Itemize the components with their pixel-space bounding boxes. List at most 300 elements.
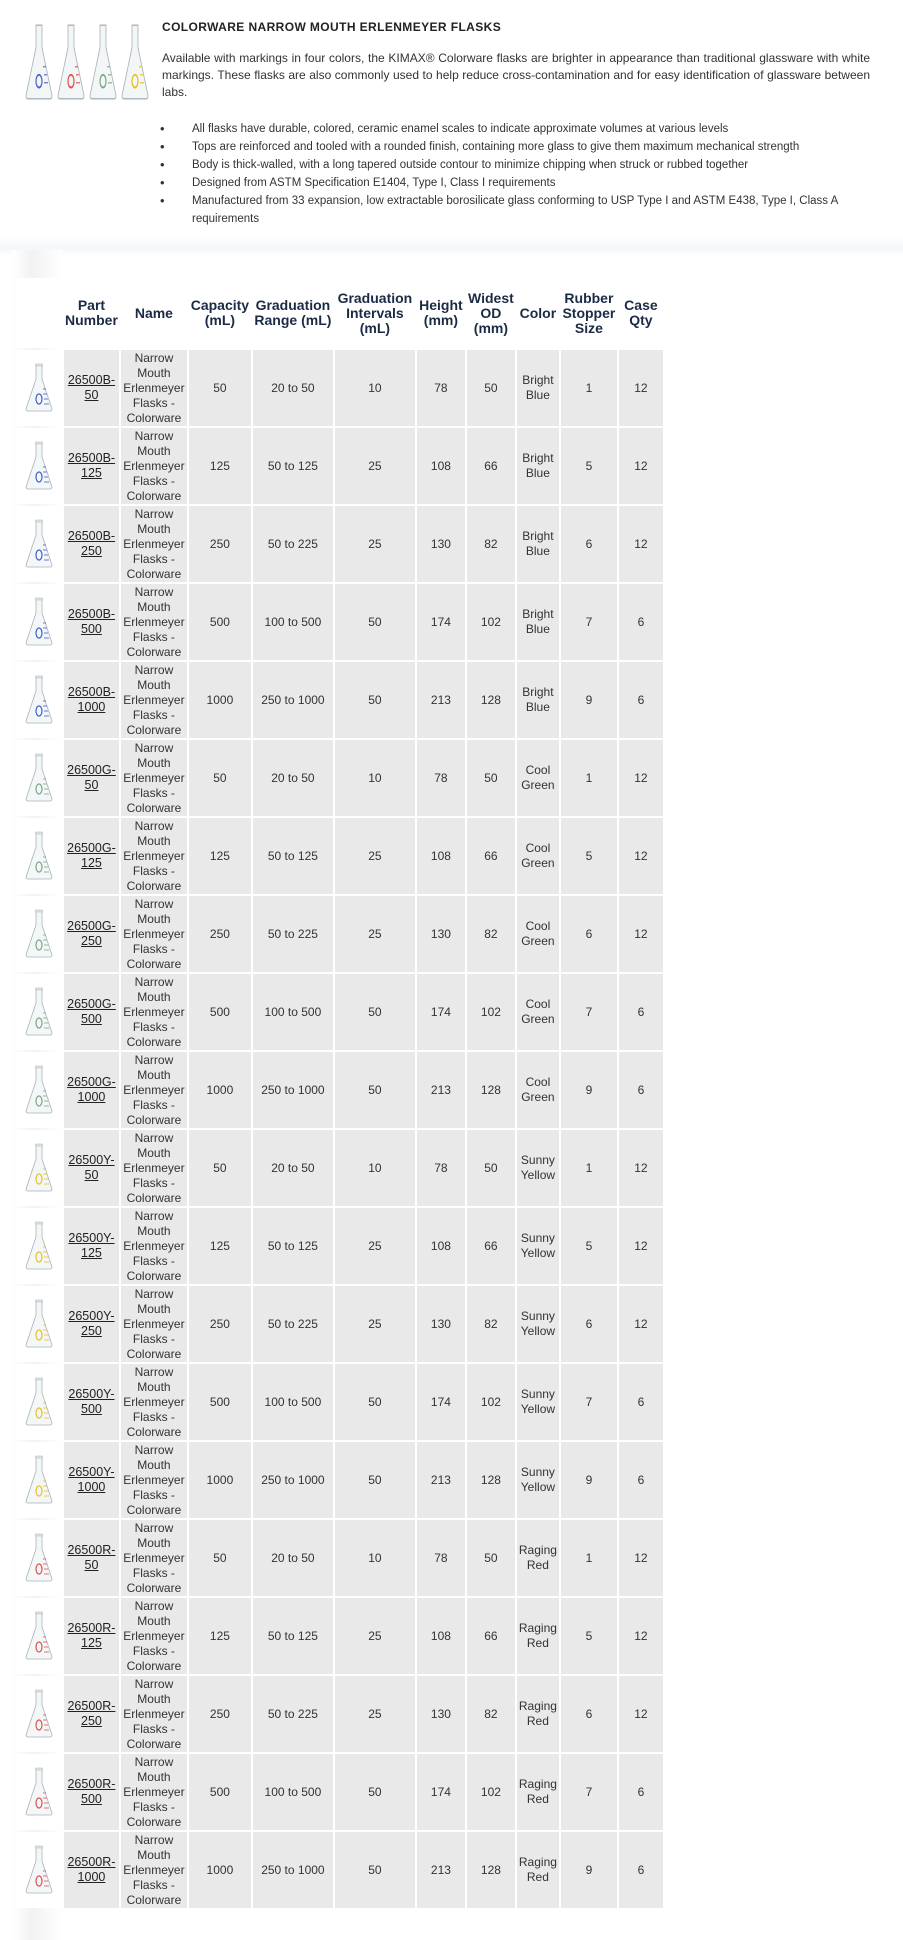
product-thumbnail-cell xyxy=(16,1130,62,1206)
header-part-number: Part Number xyxy=(64,278,119,348)
product-thumbnail-cell xyxy=(16,1208,62,1284)
product-header xyxy=(0,0,903,240)
stopper-size-cell: 9 xyxy=(561,662,617,738)
part-number-link[interactable]: 26500B-1000 xyxy=(67,685,116,714)
capacity-cell: 500 xyxy=(189,974,251,1050)
table-body xyxy=(16,350,663,1908)
color-cell: Cool Green xyxy=(517,974,559,1050)
graduation-range-cell: 50 to 125 xyxy=(253,818,333,894)
table-row xyxy=(16,740,663,816)
capacity-cell: 250 xyxy=(189,1286,251,1362)
graduation-interval-cell: 25 xyxy=(335,896,415,972)
widest-od-cell: 128 xyxy=(467,1442,515,1518)
height-cell: 108 xyxy=(417,1598,465,1674)
capacity-cell: 250 xyxy=(189,1676,251,1752)
case-qty-cell: 12 xyxy=(619,350,663,426)
part-number-link[interactable]: 26500R-125 xyxy=(67,1621,116,1650)
widest-od-cell: 82 xyxy=(467,506,515,582)
stopper-size-cell: 1 xyxy=(561,1130,617,1206)
graduation-interval-cell: 10 xyxy=(335,350,415,426)
product-name: Narrow Mouth Erlenmeyer Flasks - Colorware xyxy=(121,1754,187,1830)
widest-od-cell: 102 xyxy=(467,974,515,1050)
height-cell: 78 xyxy=(417,1520,465,1596)
product-thumbnail-cell xyxy=(16,1676,62,1752)
table-row xyxy=(16,1052,663,1128)
flask-thumbnail xyxy=(24,1375,54,1429)
table-row xyxy=(16,1754,663,1830)
widest-od-cell: 50 xyxy=(467,1520,515,1596)
color-cell: Raging Red xyxy=(517,1598,559,1674)
part-number-cell xyxy=(64,1442,119,1518)
flask-thumbnail xyxy=(24,1063,54,1117)
product-name: Narrow Mouth Erlenmeyer Flasks - Colorware xyxy=(121,1208,187,1284)
part-number-link[interactable]: 26500Y-250 xyxy=(68,1309,115,1338)
case-qty-cell: 12 xyxy=(619,1286,663,1362)
part-number-cell xyxy=(64,1208,119,1284)
graduation-interval-cell: 25 xyxy=(335,1286,415,1362)
part-number-link[interactable]: 26500B-125 xyxy=(67,451,116,480)
graduation-range-cell: 20 to 50 xyxy=(253,740,333,816)
product-thumbnail-cell xyxy=(16,1598,62,1674)
height-cell: 130 xyxy=(417,506,465,582)
part-number-link[interactable]: 26500G-50 xyxy=(67,763,116,792)
case-qty-cell: 12 xyxy=(619,896,663,972)
color-cell: Bright Blue xyxy=(517,662,559,738)
part-number-cell xyxy=(64,1676,119,1752)
capacity-cell: 50 xyxy=(189,350,251,426)
product-thumbnail-cell xyxy=(16,350,62,426)
table-row xyxy=(16,584,663,660)
case-qty-cell: 12 xyxy=(619,1598,663,1674)
product-thumbnail-cell xyxy=(16,818,62,894)
part-number-link[interactable]: 26500R-1000 xyxy=(67,1855,116,1884)
graduation-interval-cell: 25 xyxy=(335,1208,415,1284)
product-name: Narrow Mouth Erlenmeyer Flasks - Colorware xyxy=(121,1130,187,1206)
capacity-cell: 1000 xyxy=(189,1442,251,1518)
flask-thumbnail xyxy=(24,907,54,961)
table-row xyxy=(16,350,663,426)
part-number-cell xyxy=(64,1754,119,1830)
graduation-interval-cell: 25 xyxy=(335,1598,415,1674)
color-cell: Sunny Yellow xyxy=(517,1442,559,1518)
height-cell: 174 xyxy=(417,584,465,660)
height-cell: 174 xyxy=(417,1754,465,1830)
product-name: Narrow Mouth Erlenmeyer Flasks - Colorware xyxy=(121,1364,187,1440)
height-cell: 78 xyxy=(417,1130,465,1206)
part-number-cell xyxy=(64,662,119,738)
table-row xyxy=(16,818,663,894)
product-description: Available with markings in four colors, the KIMAX® Colorware flasks are brighter in appearance than traditional glassware with white markings. These flasks are also commonly used to help reduce cross-contamination and for easy identification of glassware between labs. xyxy=(162,51,870,99)
height-cell: 213 xyxy=(417,1832,465,1908)
product-name: Narrow Mouth Erlenmeyer Flasks - Colorware xyxy=(121,896,187,972)
part-number-link[interactable]: 26500B-50 xyxy=(67,373,116,402)
height-cell: 78 xyxy=(417,740,465,816)
header-graduation-intervals: Graduation Intervals (mL) xyxy=(335,278,415,348)
product-thumbnail-cell xyxy=(16,974,62,1050)
stopper-size-cell: 5 xyxy=(561,1208,617,1284)
stopper-size-cell: 6 xyxy=(561,1286,617,1362)
graduation-interval-cell: 50 xyxy=(335,974,415,1050)
color-cell: Sunny Yellow xyxy=(517,1130,559,1206)
widest-od-cell: 82 xyxy=(467,1286,515,1362)
product-name: Narrow Mouth Erlenmeyer Flasks - Colorware xyxy=(121,740,187,816)
case-qty-cell: 6 xyxy=(619,1832,663,1908)
case-qty-cell: 12 xyxy=(619,1520,663,1596)
case-qty-cell: 12 xyxy=(619,818,663,894)
header-height: Height (mm) xyxy=(417,278,465,348)
page-title: COLORWARE NARROW MOUTH ERLENMEYER FLASKS xyxy=(162,20,502,34)
height-cell: 174 xyxy=(417,974,465,1050)
product-name: Narrow Mouth Erlenmeyer Flasks - Colorware xyxy=(121,974,187,1050)
hero-flask xyxy=(58,25,84,99)
part-number-link[interactable]: 26500Y-125 xyxy=(68,1231,115,1260)
header-case-qty: Case Qty xyxy=(619,278,663,348)
hero-flask xyxy=(122,25,148,99)
flask-thumbnail xyxy=(24,517,54,571)
capacity-cell: 1000 xyxy=(189,1052,251,1128)
part-number-link[interactable]: 26500Y-1000 xyxy=(68,1465,115,1494)
graduation-range-cell: 50 to 125 xyxy=(253,1598,333,1674)
widest-od-cell: 102 xyxy=(467,584,515,660)
height-cell: 108 xyxy=(417,1208,465,1284)
table-row xyxy=(16,662,663,738)
widest-od-cell: 128 xyxy=(467,662,515,738)
graduation-interval-cell: 50 xyxy=(335,1832,415,1908)
case-qty-cell: 6 xyxy=(619,1364,663,1440)
part-number-cell xyxy=(64,428,119,504)
product-name: Narrow Mouth Erlenmeyer Flasks - Colorware xyxy=(121,1832,187,1908)
widest-od-cell: 66 xyxy=(467,1208,515,1284)
table-row xyxy=(16,1598,663,1674)
flask-thumbnail xyxy=(24,673,54,727)
graduation-range-cell: 50 to 225 xyxy=(253,1676,333,1752)
color-cell: Cool Green xyxy=(517,1052,559,1128)
product-name: Narrow Mouth Erlenmeyer Flasks - Colorware xyxy=(121,818,187,894)
widest-od-cell: 128 xyxy=(467,1832,515,1908)
widest-od-cell: 102 xyxy=(467,1754,515,1830)
widest-od-cell: 66 xyxy=(467,1598,515,1674)
part-number-cell xyxy=(64,350,119,426)
capacity-cell: 500 xyxy=(189,1364,251,1440)
case-qty-cell: 6 xyxy=(619,662,663,738)
graduation-range-cell: 250 to 1000 xyxy=(253,1442,333,1518)
height-cell: 78 xyxy=(417,350,465,426)
flask-group-image xyxy=(22,22,152,104)
graduation-range-cell: 50 to 225 xyxy=(253,506,333,582)
height-cell: 174 xyxy=(417,1364,465,1440)
stopper-size-cell: 1 xyxy=(561,350,617,426)
stopper-size-cell: 7 xyxy=(561,1364,617,1440)
capacity-cell: 250 xyxy=(189,506,251,582)
stopper-size-cell: 7 xyxy=(561,1754,617,1830)
section-divider xyxy=(0,236,903,256)
flask-thumbnail xyxy=(24,985,54,1039)
part-number-link[interactable]: 26500G-500 xyxy=(67,997,116,1026)
table-row xyxy=(16,428,663,504)
case-qty-cell: 12 xyxy=(619,506,663,582)
product-name: Narrow Mouth Erlenmeyer Flasks - Colorware xyxy=(121,506,187,582)
table-row xyxy=(16,896,663,972)
stopper-size-cell: 9 xyxy=(561,1442,617,1518)
flask-thumbnail xyxy=(24,1531,54,1585)
color-cell: Cool Green xyxy=(517,818,559,894)
part-number-link[interactable]: 26500B-250 xyxy=(67,529,116,558)
part-number-link[interactable]: 26500R-250 xyxy=(67,1699,116,1728)
case-qty-cell: 12 xyxy=(619,1676,663,1752)
header-image xyxy=(16,278,62,348)
widest-od-cell: 102 xyxy=(467,1364,515,1440)
capacity-cell: 500 xyxy=(189,584,251,660)
color-cell: Raging Red xyxy=(517,1676,559,1752)
product-thumbnail-cell xyxy=(16,1754,62,1830)
product-thumbnail-cell xyxy=(16,428,62,504)
color-cell: Raging Red xyxy=(517,1832,559,1908)
stopper-size-cell: 6 xyxy=(561,506,617,582)
feature-list xyxy=(160,120,872,228)
feature-item: • Tops are reinforced and tooled with a rounded finish, containing more glass to give them maximum mechanical strength xyxy=(160,138,872,156)
case-qty-cell: 6 xyxy=(619,1442,663,1518)
flask-thumbnail xyxy=(24,439,54,493)
graduation-interval-cell: 10 xyxy=(335,1520,415,1596)
stopper-size-cell: 9 xyxy=(561,1832,617,1908)
stopper-size-cell: 6 xyxy=(561,1676,617,1752)
graduation-interval-cell: 25 xyxy=(335,506,415,582)
stopper-size-cell: 1 xyxy=(561,1520,617,1596)
case-qty-cell: 12 xyxy=(619,428,663,504)
widest-od-cell: 50 xyxy=(467,1130,515,1206)
header-widest-od: Widest OD (mm) xyxy=(467,278,515,348)
graduation-range-cell: 100 to 500 xyxy=(253,974,333,1050)
product-thumbnail-cell xyxy=(16,1832,62,1908)
product-name: Narrow Mouth Erlenmeyer Flasks - Colorware xyxy=(121,584,187,660)
graduation-range-cell: 20 to 50 xyxy=(253,1520,333,1596)
flask-thumbnail xyxy=(24,1219,54,1273)
graduation-interval-cell: 10 xyxy=(335,740,415,816)
height-cell: 108 xyxy=(417,818,465,894)
flask-thumbnail xyxy=(24,361,54,415)
case-qty-cell: 6 xyxy=(619,1754,663,1830)
graduation-interval-cell: 50 xyxy=(335,1754,415,1830)
graduation-range-cell: 250 to 1000 xyxy=(253,1052,333,1128)
product-thumbnail-cell xyxy=(16,1052,62,1128)
product-name: Narrow Mouth Erlenmeyer Flasks - Colorware xyxy=(121,350,187,426)
header-stopper-size: Rubber Stopper Size xyxy=(561,278,617,348)
flask-thumbnail xyxy=(24,1609,54,1663)
feature-item: • Body is thick-walled, with a long tapered outside contour to minimize chipping when struck or rubbed together xyxy=(160,156,872,174)
graduation-interval-cell: 25 xyxy=(335,1676,415,1752)
flask-thumbnail xyxy=(24,1687,54,1741)
stopper-size-cell: 9 xyxy=(561,1052,617,1128)
stopper-size-cell: 7 xyxy=(561,974,617,1050)
part-number-cell xyxy=(64,1052,119,1128)
part-number-cell xyxy=(64,1364,119,1440)
height-cell: 213 xyxy=(417,1052,465,1128)
graduation-interval-cell: 50 xyxy=(335,662,415,738)
flask-thumbnail xyxy=(24,829,54,883)
flask-thumbnail xyxy=(24,595,54,649)
header-capacity: Capacity (mL) xyxy=(189,278,251,348)
capacity-cell: 125 xyxy=(189,1208,251,1284)
height-cell: 213 xyxy=(417,662,465,738)
part-number-link[interactable]: 26500R-500 xyxy=(67,1777,116,1806)
part-number-link[interactable]: 26500G-250 xyxy=(67,919,116,948)
table-row xyxy=(16,974,663,1050)
color-cell: Bright Blue xyxy=(517,428,559,504)
product-thumbnail-cell xyxy=(16,584,62,660)
feature-item: • Manufactured from 33 expansion, low extractable borosilicate glass conforming to USP Type I and ASTM E438, Type I, Class A requirements xyxy=(160,192,872,228)
part-number-link[interactable]: 26500Y-50 xyxy=(68,1153,115,1182)
capacity-cell: 125 xyxy=(189,428,251,504)
hero-flask xyxy=(90,25,116,99)
header-color: Color xyxy=(517,278,559,348)
graduation-range-cell: 100 to 500 xyxy=(253,1754,333,1830)
product-thumbnail-cell xyxy=(16,1442,62,1518)
color-cell: Cool Green xyxy=(517,896,559,972)
part-number-cell xyxy=(64,1286,119,1362)
product-name: Narrow Mouth Erlenmeyer Flasks - Colorware xyxy=(121,1052,187,1128)
part-number-cell xyxy=(64,1130,119,1206)
table-row xyxy=(16,1130,663,1206)
part-number-cell xyxy=(64,974,119,1050)
graduation-interval-cell: 25 xyxy=(335,818,415,894)
graduation-range-cell: 50 to 225 xyxy=(253,896,333,972)
feature-item: • Designed from ASTM Specification E1404, Type I, Class I requirements xyxy=(160,174,872,192)
part-number-link[interactable]: 26500Y-500 xyxy=(68,1387,115,1416)
capacity-cell: 1000 xyxy=(189,662,251,738)
product-thumbnail-cell xyxy=(16,662,62,738)
capacity-cell: 1000 xyxy=(189,1832,251,1908)
graduation-range-cell: 250 to 1000 xyxy=(253,662,333,738)
product-thumbnail-cell xyxy=(16,506,62,582)
case-qty-cell: 6 xyxy=(619,1052,663,1128)
part-number-link[interactable]: 26500G-1000 xyxy=(67,1075,116,1104)
capacity-cell: 50 xyxy=(189,1130,251,1206)
product-thumbnail-cell xyxy=(16,896,62,972)
widest-od-cell: 82 xyxy=(467,896,515,972)
product-name: Narrow Mouth Erlenmeyer Flasks - Colorware xyxy=(121,1598,187,1674)
capacity-cell: 125 xyxy=(189,1598,251,1674)
table-row xyxy=(16,1442,663,1518)
graduation-range-cell: 100 to 500 xyxy=(253,1364,333,1440)
product-name: Narrow Mouth Erlenmeyer Flasks - Colorware xyxy=(121,1286,187,1362)
widest-od-cell: 82 xyxy=(467,1676,515,1752)
part-number-link[interactable]: 26500G-125 xyxy=(67,841,116,870)
widest-od-cell: 66 xyxy=(467,818,515,894)
color-cell: Bright Blue xyxy=(517,506,559,582)
stopper-size-cell: 6 xyxy=(561,896,617,972)
product-name: Narrow Mouth Erlenmeyer Flasks - Colorware xyxy=(121,1676,187,1752)
hero-flask xyxy=(26,25,52,99)
height-cell: 130 xyxy=(417,1286,465,1362)
stopper-size-cell: 1 xyxy=(561,740,617,816)
height-cell: 213 xyxy=(417,1442,465,1518)
widest-od-cell: 128 xyxy=(467,1052,515,1128)
graduation-range-cell: 100 to 500 xyxy=(253,584,333,660)
widest-od-cell: 50 xyxy=(467,350,515,426)
table-row xyxy=(16,1364,663,1440)
color-cell: Bright Blue xyxy=(517,350,559,426)
flask-thumbnail xyxy=(24,1297,54,1351)
color-cell: Sunny Yellow xyxy=(517,1286,559,1362)
case-qty-cell: 12 xyxy=(619,1208,663,1284)
flask-thumbnail xyxy=(24,1453,54,1507)
part-number-link[interactable]: 26500B-500 xyxy=(67,607,116,636)
flask-thumbnail xyxy=(24,1765,54,1819)
table-row xyxy=(16,1286,663,1362)
capacity-cell: 125 xyxy=(189,818,251,894)
product-name: Narrow Mouth Erlenmeyer Flasks - Colorware xyxy=(121,1520,187,1596)
graduation-range-cell: 250 to 1000 xyxy=(253,1832,333,1908)
graduation-interval-cell: 50 xyxy=(335,1442,415,1518)
color-cell: Cool Green xyxy=(517,740,559,816)
stopper-size-cell: 5 xyxy=(561,818,617,894)
header-name: Name xyxy=(121,278,187,348)
graduation-range-cell: 20 to 50 xyxy=(253,1130,333,1206)
table-row xyxy=(16,506,663,582)
product-thumbnail-cell xyxy=(16,1286,62,1362)
height-cell: 130 xyxy=(417,896,465,972)
header-graduation-range: Graduation Range (mL) xyxy=(253,278,333,348)
product-thumbnail-cell xyxy=(16,1364,62,1440)
height-cell: 130 xyxy=(417,1676,465,1752)
part-number-link[interactable]: 26500R-50 xyxy=(67,1543,116,1572)
case-qty-cell: 12 xyxy=(619,740,663,816)
part-number-cell xyxy=(64,896,119,972)
widest-od-cell: 50 xyxy=(467,740,515,816)
spec-table xyxy=(14,276,665,1910)
table-row xyxy=(16,1208,663,1284)
part-number-cell xyxy=(64,584,119,660)
part-number-cell xyxy=(64,1520,119,1596)
color-cell: Raging Red xyxy=(517,1754,559,1830)
color-cell: Bright Blue xyxy=(517,584,559,660)
feature-item: • All flasks have durable, colored, ceramic enamel scales to indicate approximate volumes at various levels xyxy=(160,120,872,138)
table-row xyxy=(16,1676,663,1752)
color-cell: Raging Red xyxy=(517,1520,559,1596)
case-qty-cell: 12 xyxy=(619,1130,663,1206)
graduation-range-cell: 50 to 125 xyxy=(253,1208,333,1284)
graduation-range-cell: 50 to 225 xyxy=(253,1286,333,1362)
graduation-interval-cell: 50 xyxy=(335,1364,415,1440)
product-name: Narrow Mouth Erlenmeyer Flasks - Colorware xyxy=(121,1442,187,1518)
part-number-cell xyxy=(64,1832,119,1908)
graduation-range-cell: 20 to 50 xyxy=(253,350,333,426)
capacity-cell: 50 xyxy=(189,1520,251,1596)
graduation-interval-cell: 10 xyxy=(335,1130,415,1206)
product-name: Narrow Mouth Erlenmeyer Flasks - Colorware xyxy=(121,662,187,738)
capacity-cell: 50 xyxy=(189,740,251,816)
graduation-range-cell: 50 to 125 xyxy=(253,428,333,504)
graduation-interval-cell: 50 xyxy=(335,1052,415,1128)
color-cell: Sunny Yellow xyxy=(517,1208,559,1284)
flask-thumbnail xyxy=(24,751,54,805)
graduation-interval-cell: 50 xyxy=(335,584,415,660)
table-row xyxy=(16,1520,663,1596)
capacity-cell: 500 xyxy=(189,1754,251,1830)
color-cell: Sunny Yellow xyxy=(517,1364,559,1440)
case-qty-cell: 6 xyxy=(619,974,663,1050)
graduation-interval-cell: 25 xyxy=(335,428,415,504)
case-qty-cell: 6 xyxy=(619,584,663,660)
flask-thumbnail xyxy=(24,1141,54,1195)
product-thumbnail-cell xyxy=(16,1520,62,1596)
table-header-row xyxy=(16,278,663,348)
part-number-cell xyxy=(64,740,119,816)
capacity-cell: 250 xyxy=(189,896,251,972)
height-cell: 108 xyxy=(417,428,465,504)
product-thumbnail-cell xyxy=(16,740,62,816)
part-number-cell xyxy=(64,818,119,894)
